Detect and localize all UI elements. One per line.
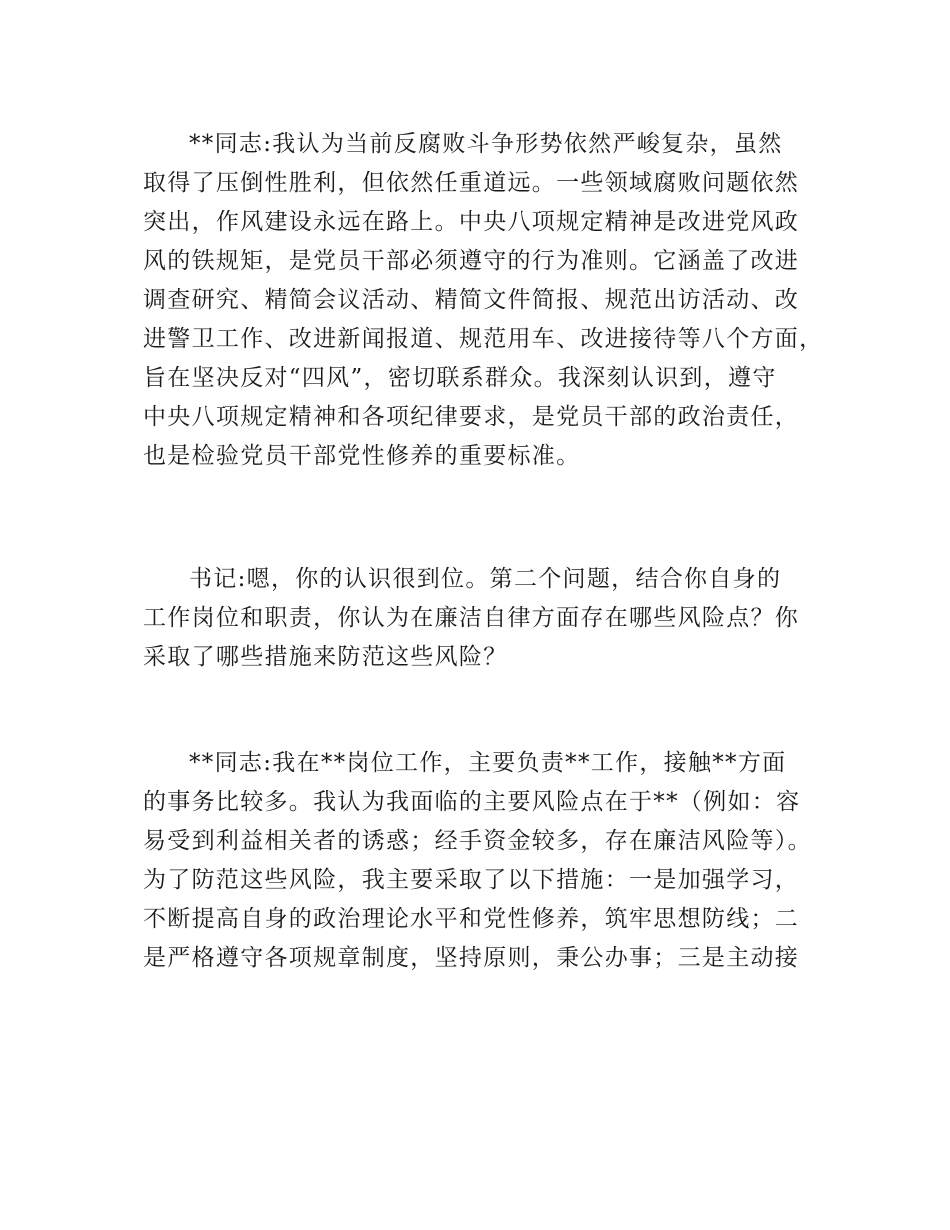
text-line: **同志:我在**岗位工作，主要负责**工作，接触**方面: [189, 750, 787, 776]
text-line: 也是检验党员干部党性修养的重要标准。: [143, 443, 581, 469]
text-line: 采取了哪些措施来防范这些风险？: [143, 644, 508, 670]
text-line: **同志:我认为当前反腐败斗争形势依然严峻复杂，虽然: [189, 131, 783, 157]
text-line: 旨在坚决反对“四风”，密切联系群众。我深刻认识到，遵守: [143, 365, 777, 391]
text-line: 是严格遵守各项规章制度，坚持原则，秉公办事；三是主动接: [143, 945, 800, 971]
text-line: 工作岗位和职责，你认为在廉洁自律方面存在哪些风险点？你: [143, 605, 800, 631]
text-line: 突出，作风建设永远在路上。中央八项规定精神是改进党风政: [143, 209, 800, 235]
text-line: 调查研究、精简会议活动、精简文件简报、规范出访活动、改: [143, 287, 800, 313]
paragraph-comrade-answer-2: [143, 744, 823, 978]
text-line: 易受到利益相关者的诱惑；经手资金较多，存在廉洁风险等）。: [143, 828, 812, 854]
text-line: 为了防范这些风险，我主要采取了以下措施：一是加强学习，: [143, 867, 800, 893]
text-line: 的事务比较多。我认为我面临的主要风险点在于**（例如：容: [143, 789, 801, 815]
text-line: 取得了压倒性胜利，但依然任重道远。一些领域腐败问题依然: [143, 170, 800, 196]
text-line: 书记:嗯，你的认识很到位。第二个问题，结合你自身的: [189, 566, 782, 592]
text-line: 风的铁规矩，是党员干部必须遵守的行为准则。它涵盖了改进: [143, 248, 800, 274]
text-line: 不断提高自身的政治理论水平和党性修养，筑牢思想防线；二: [143, 906, 800, 932]
text-line: 中央八项规定精神和各项纪律要求，是党员干部的政治责任，: [143, 404, 800, 430]
paragraph-secretary-question: [143, 560, 823, 677]
text-line: 进警卫工作、改进新闻报道、规范用车、改进接待等八个方面，: [143, 326, 824, 352]
paragraph-comrade-answer-1: [143, 125, 823, 476]
